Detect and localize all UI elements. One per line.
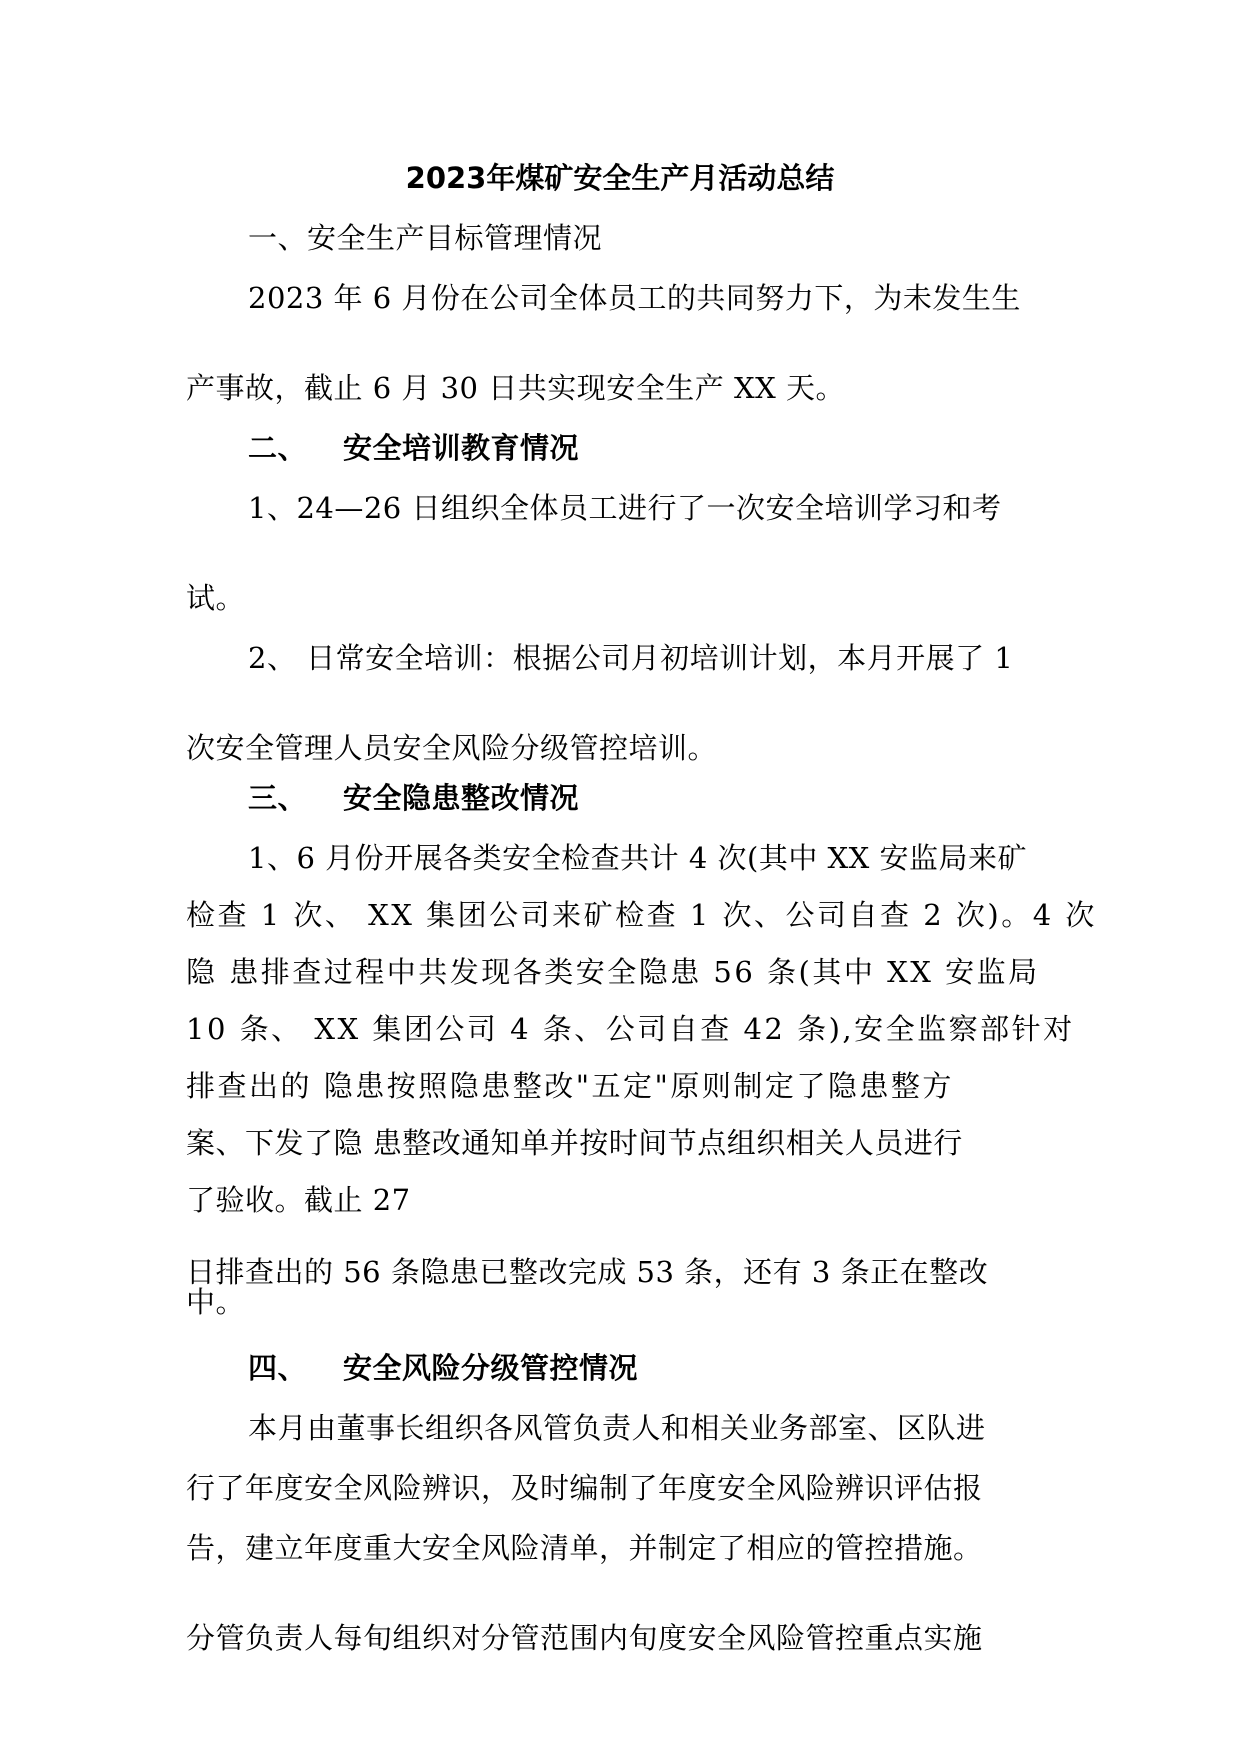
section3-para-line: 检查 1 次、 XX 集团公司来矿检查 1 次、公司自查 2 次)。4 次 — [186, 898, 1097, 932]
section2-item1-line: 试。 — [186, 581, 246, 615]
section4-title: 安全风险分级管控情况 — [343, 1351, 639, 1385]
section3-para-line: 排查出的 隐患按照隐患整改"五定"原则制定了隐患整方 — [186, 1069, 954, 1103]
section1-para-line: 产事故，截止 6 月 30 日共实现安全生产 XX 天。 — [186, 371, 845, 405]
section2-heading — [248, 428, 1128, 468]
section3-para-line: 中。 — [186, 1285, 246, 1319]
section1-heading: 一、安全生产目标管理情况 — [248, 221, 603, 255]
section2-item2-line: 次安全管理人员安全风险分级管控培训。 — [186, 731, 718, 765]
section3-para-line: 日排查出的 56 条隐患已整改完成 53 条，还有 3 条正在整改 — [186, 1255, 989, 1289]
section3-title: 安全隐患整改情况 — [343, 781, 580, 815]
section3-heading — [248, 778, 1128, 818]
section3-para-line: 隐 患排查过程中共发现各类安全隐患 56 条(其中 XX 安监局 — [186, 955, 1040, 989]
section4-heading — [248, 1348, 1128, 1388]
section4-para-line: 分管负责人每旬组织对分管范围内旬度安全风险管控重点实施 — [186, 1621, 983, 1655]
section2-number: 二、 — [248, 431, 308, 465]
section1-para-line: 2023 年 6 月份在公司全体员工的共同努力下，为未发生生 — [248, 281, 1021, 315]
section4-para-line: 本月由董事长组织各风管负责人和相关业务部室、区队进 — [248, 1411, 986, 1445]
document-title: 2023年煤矿安全生产月活动总结 — [405, 161, 835, 195]
section3-para-line: 了验收。截止 27 — [186, 1183, 411, 1217]
section3-para-line: 1、6 月份开展各类安全检查共计 4 次(其中 XX 安监局来矿 — [248, 841, 1028, 875]
section3-number: 三、 — [248, 781, 308, 815]
section2-item1-line: 1、24—26 日组织全体员工进行了一次安全培训学习和考 — [248, 491, 1002, 525]
section4-para-line: 告，建立年度重大安全风险清单，并制定了相应的管控措施。 — [186, 1531, 983, 1565]
section4-para-line: 行了年度安全风险辨识，及时编制了年度安全风险辨识评估报 — [186, 1471, 983, 1505]
section3-para-line: 案、下发了隐 患整改通知单并按时间节点组织相关人员进行 — [186, 1126, 963, 1160]
section4-number: 四、 — [248, 1351, 308, 1385]
section2-title: 安全培训教育情况 — [343, 431, 580, 465]
section3-para-line: 10 条、 XX 集团公司 4 条、公司自查 42 条),安全监察部针对 — [186, 1012, 1075, 1046]
section2-item2-line: 2、 日常安全培训：根据公司月初培训计划，本月开展了 1 — [248, 641, 1014, 675]
